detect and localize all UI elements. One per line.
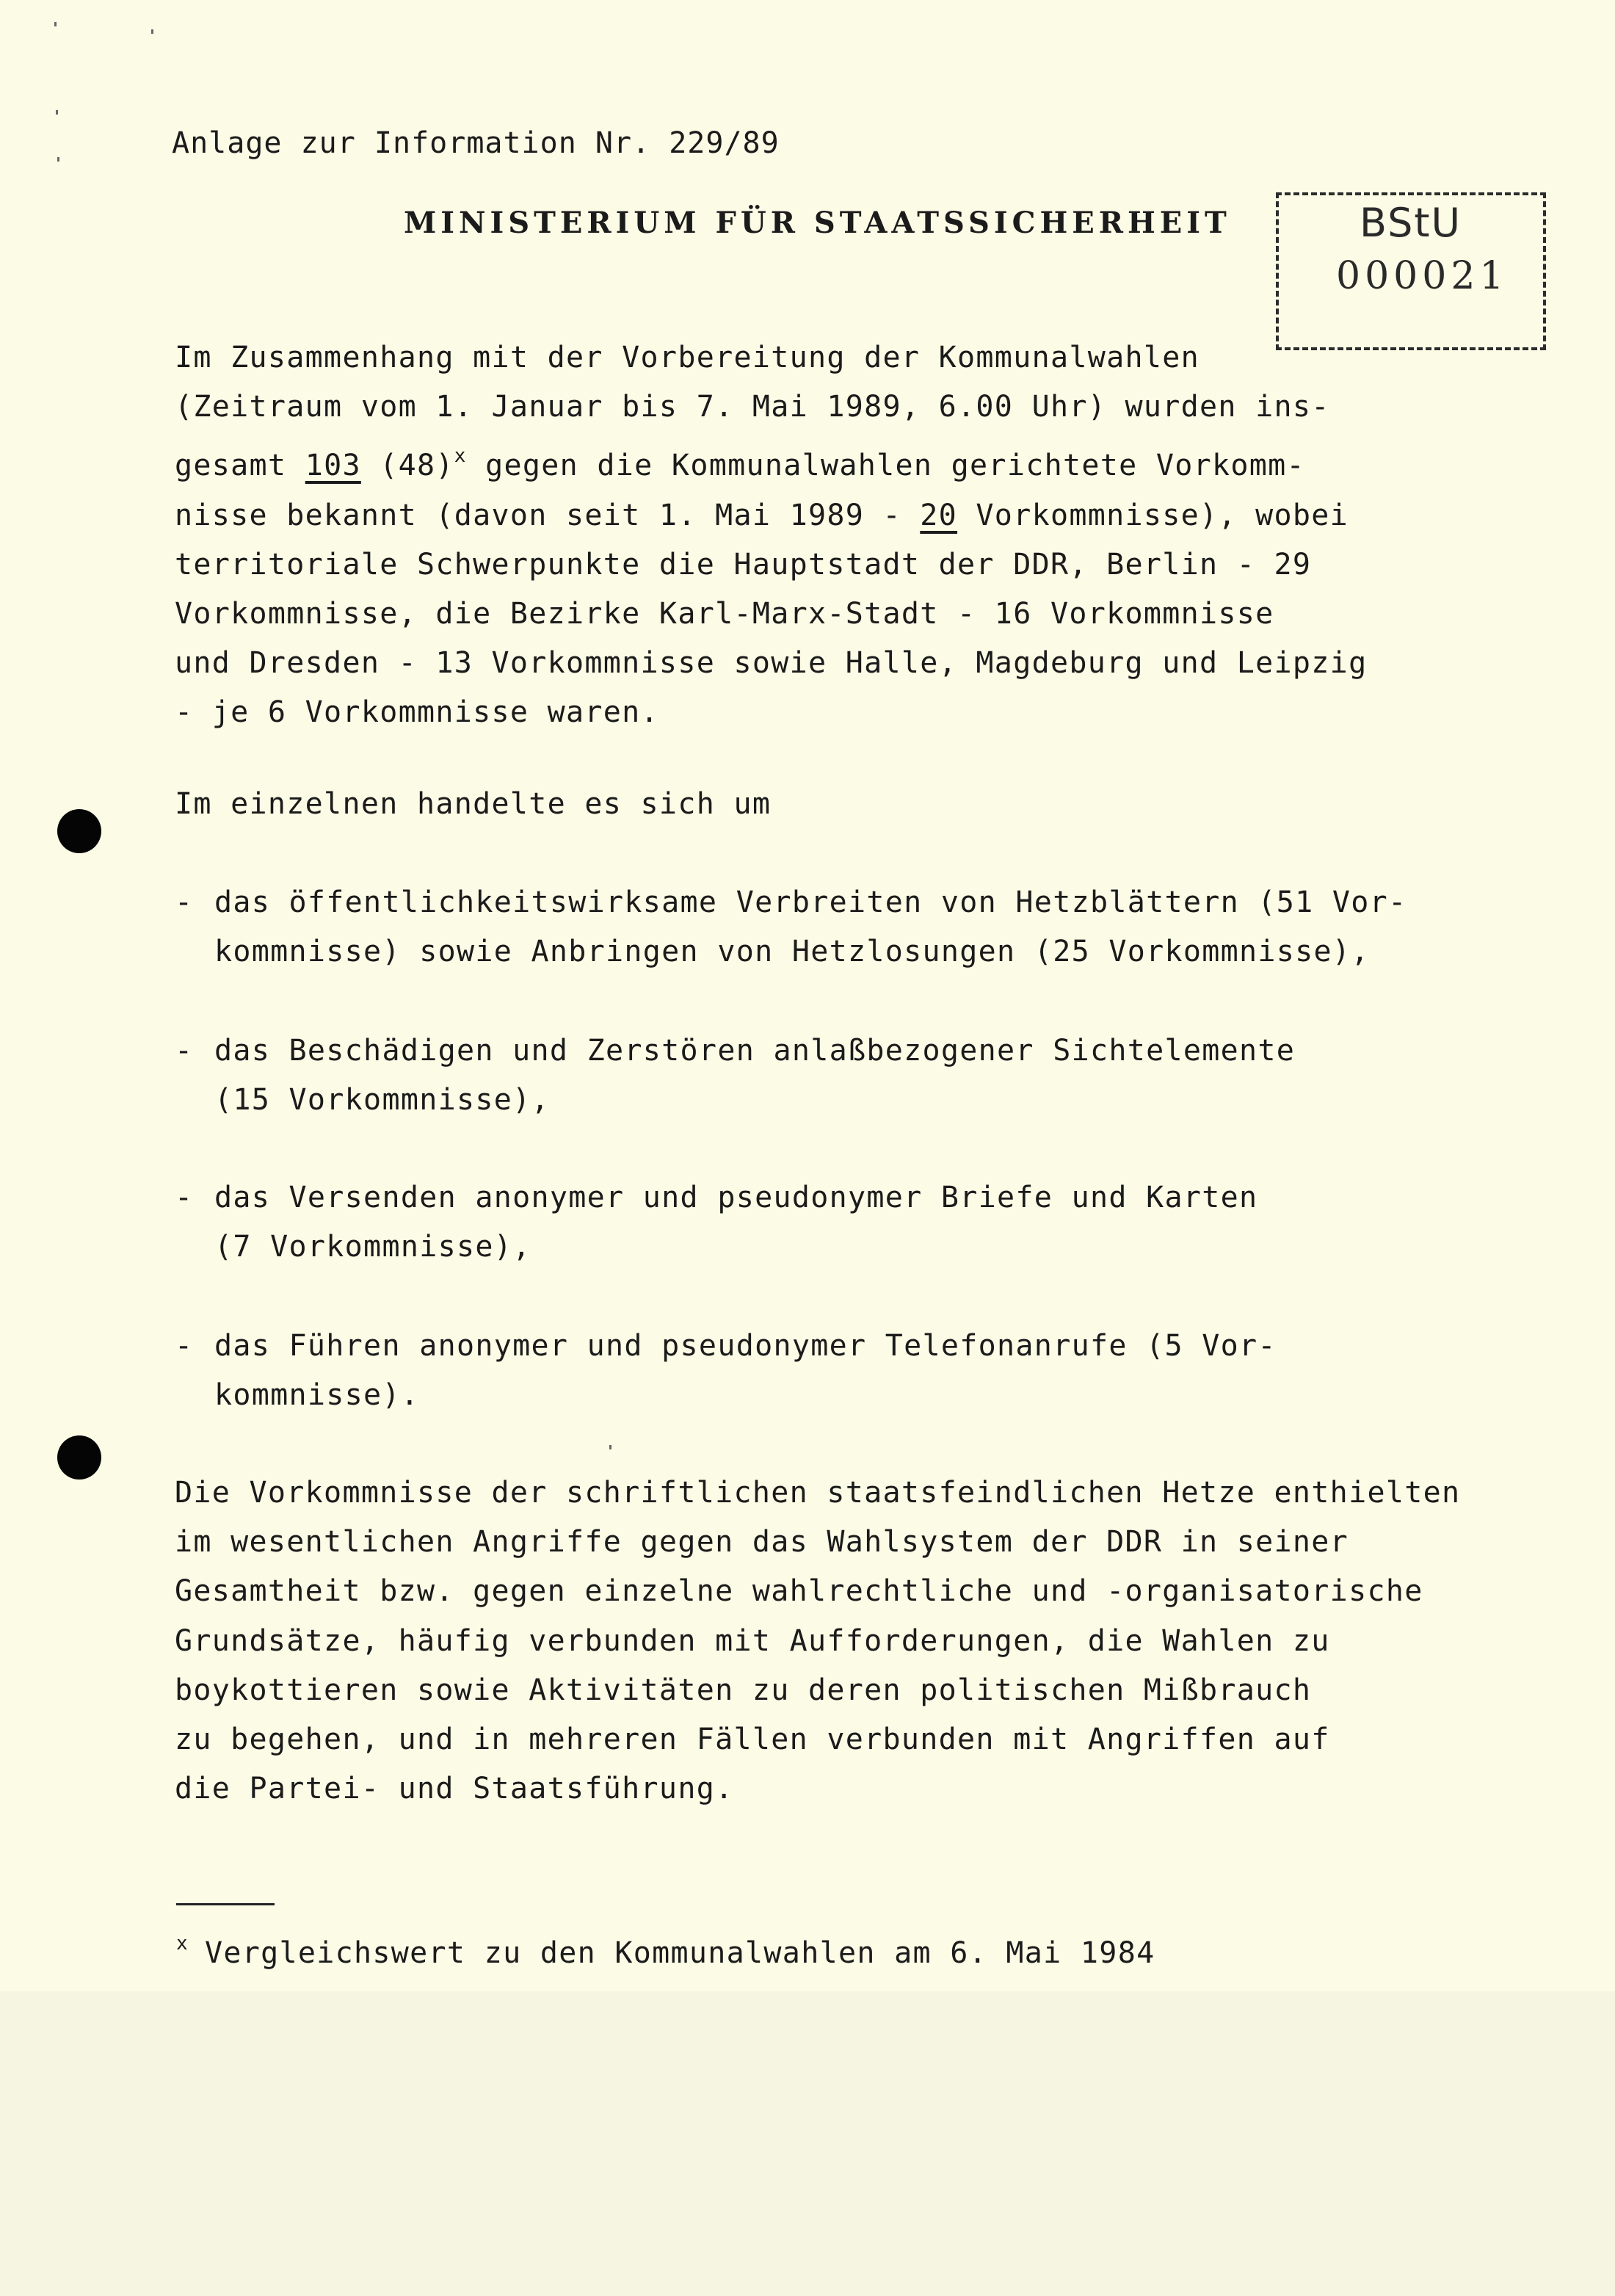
text-line: und Dresden - 13 Vorkommnisse sowie Halle, Magdeburg und Leipzig: [175, 646, 1368, 681]
list-dash: -: [175, 886, 194, 919]
text-line: zu begehen, und in mehreren Fällen verbunden mit Angriffen auf: [175, 1723, 1330, 1757]
paragraph-intro: [175, 333, 1562, 738]
footnote-divider: [176, 1903, 275, 1905]
attachment-reference: Anlage zur Information Nr. 229/89: [172, 126, 780, 160]
text-span: gegen die Kommunalwahlen gerichtete Vorkomm-: [466, 449, 1305, 483]
list-item-text: [214, 878, 1407, 977]
footnote-mark: x: [176, 1933, 189, 1955]
list-item: [175, 1173, 1562, 1322]
scan-speck: [56, 110, 58, 115]
total-count: 103: [305, 449, 361, 483]
text-line: boykottieren sowie Aktivitäten zu deren politischen Mißbrauch: [175, 1673, 1312, 1707]
text-line: kommnisse) sowie Anbringen von Hetzlosungen (25 Vorkommnisse),: [214, 935, 1370, 969]
text-span: (48): [360, 449, 454, 483]
punch-hole: [57, 809, 101, 853]
may-count: 20: [920, 498, 958, 532]
text-line: das Führen anonymer und pseudonymer Telefonanrufe (5 Vor-: [214, 1329, 1277, 1363]
text-span: gesamt: [175, 449, 305, 483]
text-line: das Versenden anonymer und pseudonymer Briefe und Karten: [214, 1181, 1258, 1214]
text-line: (Zeitraum vom 1. Januar bis 7. Mai 1989, 6.00 Uhr) wurden ins-: [175, 390, 1330, 424]
scan-speck: [151, 29, 153, 34]
text-line: Grundsätze, häufig verbunden mit Aufforderungen, die Wahlen zu: [175, 1623, 1330, 1658]
text-line: [175, 432, 1562, 490]
text-line: [175, 491, 1562, 540]
paragraph-list-intro: Im einzelnen handelte es sich um: [175, 787, 772, 821]
list-dash: -: [175, 1329, 194, 1363]
list-dash: -: [175, 1181, 194, 1214]
text-line: (15 Vorkommnisse),: [214, 1083, 550, 1118]
list-dash: -: [175, 1034, 194, 1068]
text-span: nisse bekannt (davon seit 1. Mai 1989 -: [175, 498, 921, 532]
list-item-text: [214, 1026, 1295, 1125]
text-line: Vorkommnisse, die Bezirke Karl-Marx-Stadt - 16 Vorkommnisse: [175, 597, 1274, 631]
text-line: kommnisse).: [214, 1378, 420, 1413]
text-line: das Beschädigen und Zerstören anlaßbezogener Sichtelemente: [214, 1034, 1296, 1068]
scan-speck: [54, 22, 57, 26]
ministry-heading: MINISTERIUM FÜR STAATSSICHERHEIT: [404, 206, 1231, 240]
text-line: Im Zusammenhang mit der Vorbereitung der Kommunalwahlen: [175, 341, 1200, 374]
punch-hole: [57, 1435, 101, 1480]
list-item-text: [214, 1322, 1277, 1420]
text-line: das öffentlichkeitswirksame Verbreiten von Hetzblättern (51 Vor-: [214, 886, 1407, 919]
text-line: die Partei- und Staatsführung.: [175, 1772, 734, 1806]
list-item: [175, 1026, 1562, 1175]
archive-stamp: [1276, 192, 1546, 350]
text-span: Vorkommnisse), wobei: [957, 498, 1349, 532]
footnote-ref: x: [454, 445, 467, 468]
text-line: Die Vorkommnisse der schriftlichen staatsfeindlichen Hetze enthielten: [175, 1476, 1461, 1510]
list-item-text: [214, 1173, 1257, 1272]
list-item: [175, 878, 1562, 1026]
footnote-text: Vergleichswert zu den Kommunalwahlen am 6. Mai 1984: [204, 1936, 1155, 1970]
footnote: [176, 1933, 1155, 1970]
paragraph-summary: [175, 1469, 1562, 1814]
text-line: im wesentlichen Angriffe gegen das Wahlsystem der DDR in seiner: [175, 1525, 1349, 1560]
stamp-org-label: BStU: [1360, 200, 1462, 246]
text-line: (7 Vorkommnisse),: [214, 1230, 531, 1264]
scan-speck: [57, 157, 59, 162]
stamp-page-number: 000021: [1336, 254, 1509, 298]
text-line: territoriale Schwerpunkte die Hauptstadt der DDR, Berlin - 29: [175, 547, 1312, 582]
list-item: [175, 1322, 1562, 1470]
text-line: Gesamtheit bzw. gegen einzelne wahlrechtliche und -organisatorische: [175, 1574, 1423, 1609]
text-line: - je 6 Vorkommnisse waren.: [175, 695, 659, 730]
page-bottom-strip: [0, 1991, 1615, 2296]
